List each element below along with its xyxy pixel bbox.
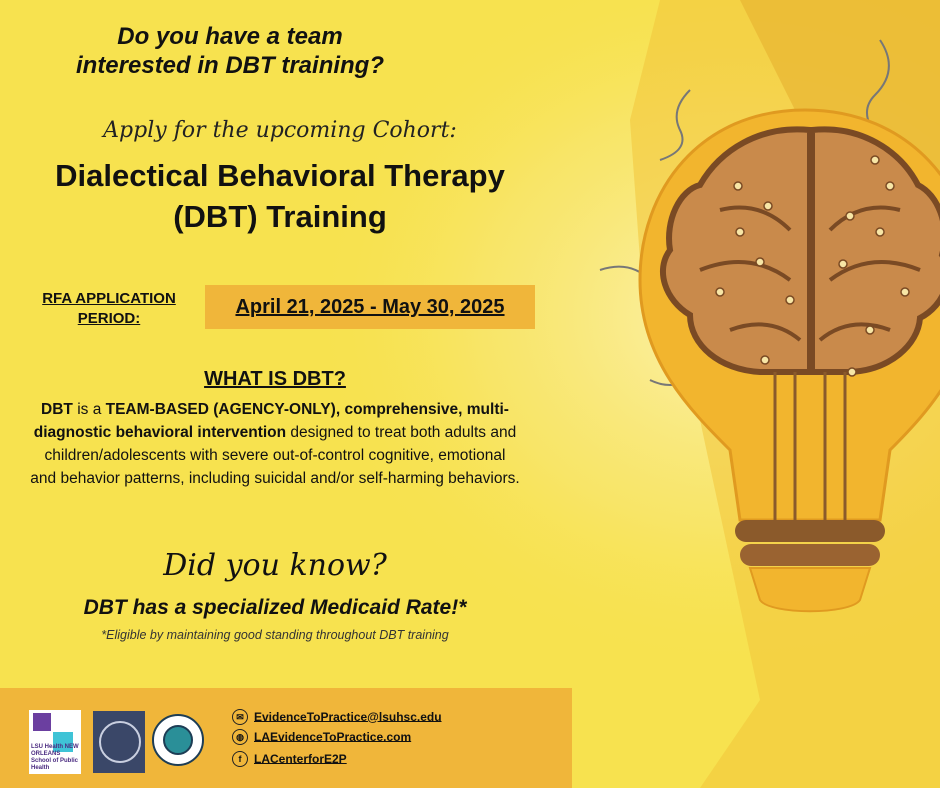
state-seal-logo [93, 711, 145, 773]
headline [20, 22, 440, 80]
title-line-2: (DBT) Training [173, 199, 387, 234]
desc-text-1: is a [72, 401, 106, 418]
title-line-1: Dialectical Behavioral Therapy [55, 158, 505, 193]
email-icon: ✉ [232, 709, 248, 725]
rfa-label-line-2: PERIOD: [77, 310, 141, 327]
rfa-label [30, 289, 188, 329]
eligibility-note: *Eligible by maintaining good standing throughout DBT training [101, 628, 449, 642]
headline-line-2: interested in DBT training? [75, 52, 384, 79]
email-link[interactable]: ✉ EvidenceToPractice@lsuhsc.edu [232, 709, 442, 725]
medicaid-rate-statement: DBT has a specialized Medicaid Rate!* [83, 596, 467, 619]
dbt-definition-bold: TEAM-BASED (AGENCY-ONLY), comprehensive, multi-diagnostic behavioral intervention [33, 401, 509, 441]
ebco-logo [152, 714, 204, 766]
facebook-link[interactable]: f LACenterforE2P [232, 751, 347, 767]
website-link[interactable]: ◍ LAEvidenceToPractice.com [232, 729, 411, 745]
training-title [20, 155, 540, 237]
what-is-dbt-heading: WHAT IS DBT? [204, 368, 346, 390]
rfa-dates: April 21, 2025 - May 30, 2025 [205, 285, 535, 329]
lsu-health-logo [29, 710, 81, 774]
lightbulb-brain-illustration [560, 0, 940, 788]
globe-icon: ◍ [232, 729, 248, 745]
headline-line-1: Do you have a team [117, 23, 343, 50]
desc-text-2: designed to treat both adults and children/adolescents with severe out-of-control cognitive, emotional and behavior patterns, including suicidal and/or self-harming behaviors. [30, 424, 520, 487]
apply-subtitle: Apply for the upcoming Cohort: [103, 118, 457, 143]
did-you-know: Did you know? [163, 548, 387, 583]
facebook-icon: f [232, 751, 248, 767]
lsu-logo-text: LSU Health NEW ORLEANS School of Public Health [31, 744, 79, 771]
rfa-label-line-1: RFA APPLICATION [42, 290, 176, 307]
what-is-dbt-description [30, 398, 520, 490]
dbt-term: DBT [41, 401, 73, 418]
